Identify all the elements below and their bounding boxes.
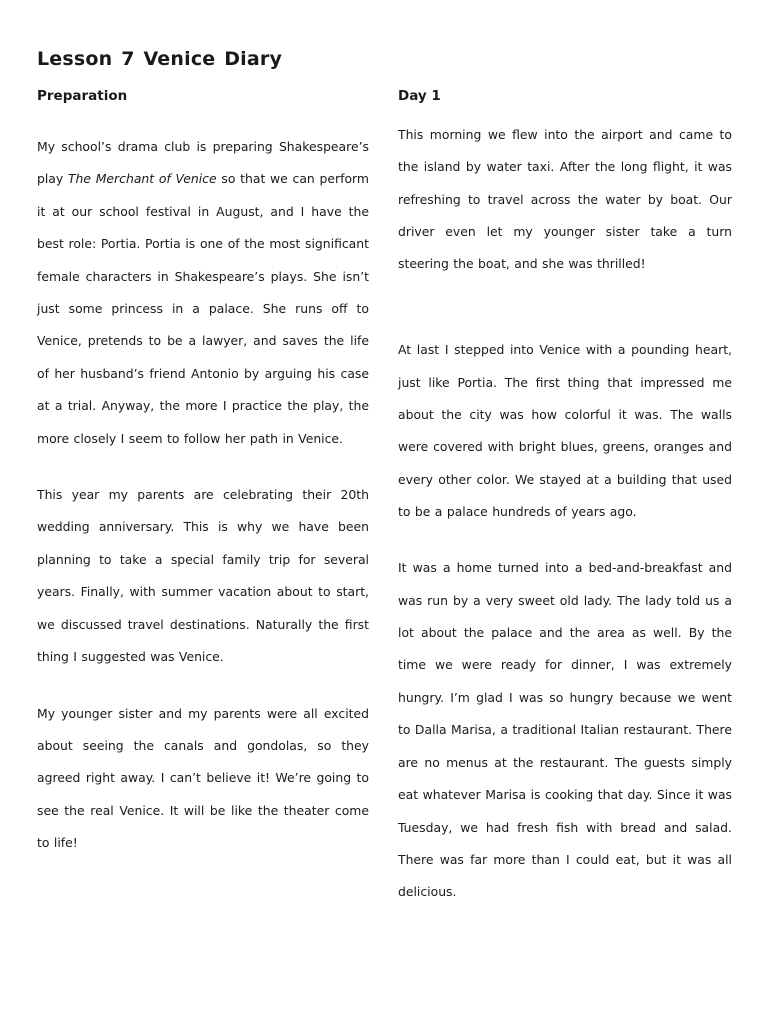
paragraph-text: My school’s drama club is preparing Shakespeare’s play xyxy=(37,139,369,187)
preparation-paragraph-3: My younger sister and my parents were all excited about seeing the canals and gondolas, so they agreed right away. I can’t believe it! We’re going to see the real Venice. It will be like the theater come to life! xyxy=(37,705,369,851)
play-title: The Merchant of Venice xyxy=(67,171,217,187)
day1-column xyxy=(398,85,732,909)
preparation-column xyxy=(37,85,369,860)
preparation-paragraph-2: This year my parents are celebrating their 20th wedding anniversary. This is why we have been planning to take a special family trip for several years. Finally, with summer vacation about to start, we discussed travel destinations. Naturally the first thing I suggested was Venice. xyxy=(37,487,369,665)
day1-heading: Day 1 xyxy=(398,88,441,104)
paragraph-text: so that we can perform it at our school festival in August, and I have the best role: Portia. Portia is one of the most significant female characters in Shakespeare’s plays. She isn’t just some princess in a palace. She runs off to Venice, pretends to be a lawyer, and saves the life of her husband’s friend Antonio by arguing his case at a trial. Anyway, the more I practice the play, the more closely I seem to follow her path in Venice. xyxy=(37,171,369,446)
preparation-heading: Preparation xyxy=(37,88,128,104)
day1-paragraph-1: This morning we flew into the airport and came to the island by water taxi. After the long flight, it was refreshing to travel across the water by boat. Our driver even let my younger sister take a turn steering the boat, and she was thrilled! xyxy=(398,127,732,272)
lesson-title: Lesson 7 Venice Diary xyxy=(37,48,283,70)
day1-paragraph-3: It was a home turned into a bed-and-breakfast and was run by a very sweet old lady. The lady told us a lot about the palace and the area as well. By the time we were ready for dinner, I was extremely hungry. I’m glad I was so hungry because we went to Dalla Marisa, a traditional Italian restaurant. There are no menus at the restaurant. The guests simply eat whatever Marisa is cooking that day. Since it was Tuesday, we had fresh fish with bread and salad. There was far more than I could eat, but it was all delicious. xyxy=(398,560,732,900)
preparation-paragraph-1 xyxy=(37,131,369,455)
day1-paragraph-2: At last I stepped into Venice with a pounding heart, just like Portia. The first thing that impressed me about the city was how colorful it was. The walls were covered with bright blues, greens, oranges and every other color. We stayed at a building that used to be a palace hundreds of years ago. xyxy=(398,342,732,519)
